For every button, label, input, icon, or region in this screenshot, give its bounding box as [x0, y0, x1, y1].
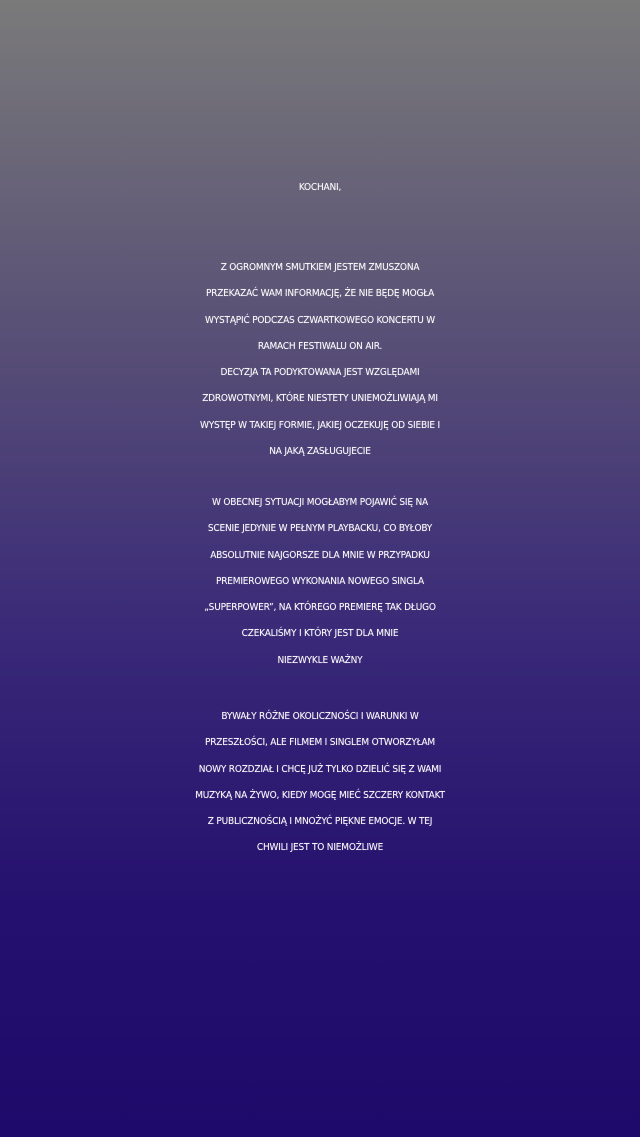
- greeting-text: [0, 175, 640, 201]
- text-line: WYSTĘP W TAKIEJ FORMIE, JAKIEJ OCZEKUJĘ OD SIEBIE I: [200, 419, 440, 431]
- text-line: NIEZWYKLE WAŻNY: [277, 654, 363, 666]
- text-line: NA JAKĄ ZASŁUGUJECIE: [269, 446, 371, 458]
- text-line: PRZEKAZAĆ WAM INFORMACJĘ, ŻE NIE BĘDĘ MOGŁA: [205, 288, 435, 300]
- text-line: WYSTĄPIĆ PODCZAS CZWARTKOWEGO KONCERTU W: [205, 314, 435, 326]
- paragraph-3: [0, 704, 640, 862]
- text-line: MUZYKĄ NA ŻYWO, KIEDY MOGĘ MIEĆ SZCZERY KONTAKT: [195, 789, 445, 801]
- text-line: ZDROWOTNYMI, KTÓRE NIESTETY UNIEMOŻLIWIAJĄ MI: [202, 393, 438, 405]
- text-line: Z OGROMNYM SMUTKIEM JESTEM ZMUSZONA: [220, 262, 420, 273]
- text-line: CHWILI JEST TO NIEMOŻLIWE: [256, 842, 384, 854]
- text-line: BYWAŁY RÓŻNE OKOLICZNOŚCI I WARUNKI W: [221, 711, 419, 722]
- text-line: Z PUBLICZNOŚCIĄ I MNOŻYĆ PIĘKNE EMOCJE. W TEJ: [207, 816, 433, 828]
- text-line: RAMACH FESTIWALU ON AIR.: [257, 340, 383, 352]
- text-line: NOWY ROZDZIAŁ I CHCĘ JUŻ TYLKO DZIELIĆ SIĘ Z WAMI: [198, 763, 442, 775]
- text-line: DECYZJA TA PODYKTOWANA JEST WZGLĘDAMI: [220, 367, 420, 379]
- paragraph-2: [0, 490, 640, 674]
- text-line: ABSOLUTNIE NAJGORSZE DLA MNIE W PRZYPADKU: [210, 549, 430, 561]
- text-line: PREMIEROWEGO WYKONANIA NOWEGO SINGLA: [216, 575, 424, 587]
- paragraph-1: [0, 255, 640, 465]
- text-line: W OBECNEJ SYTUACJI MOGŁABYM POJAWIĆ SIĘ NA: [211, 497, 429, 508]
- text-line: CZEKALIŚMY I KTÓRY JEST DLA MNIE: [241, 628, 399, 640]
- text-line: PRZESZŁOŚCI, ALE FILMEM I SINGLEM OTWORZYŁAM: [204, 737, 435, 749]
- text-line: SCENIE JEDYNIE W PEŁNYM PLAYBACKU, CO BYŁOBY: [207, 523, 433, 535]
- greeting-line: KOCHANI,: [298, 182, 342, 193]
- text-line: „SUPERPOWER”, NA KTÓREGO PREMIERĘ TAK DŁUGO: [204, 602, 436, 614]
